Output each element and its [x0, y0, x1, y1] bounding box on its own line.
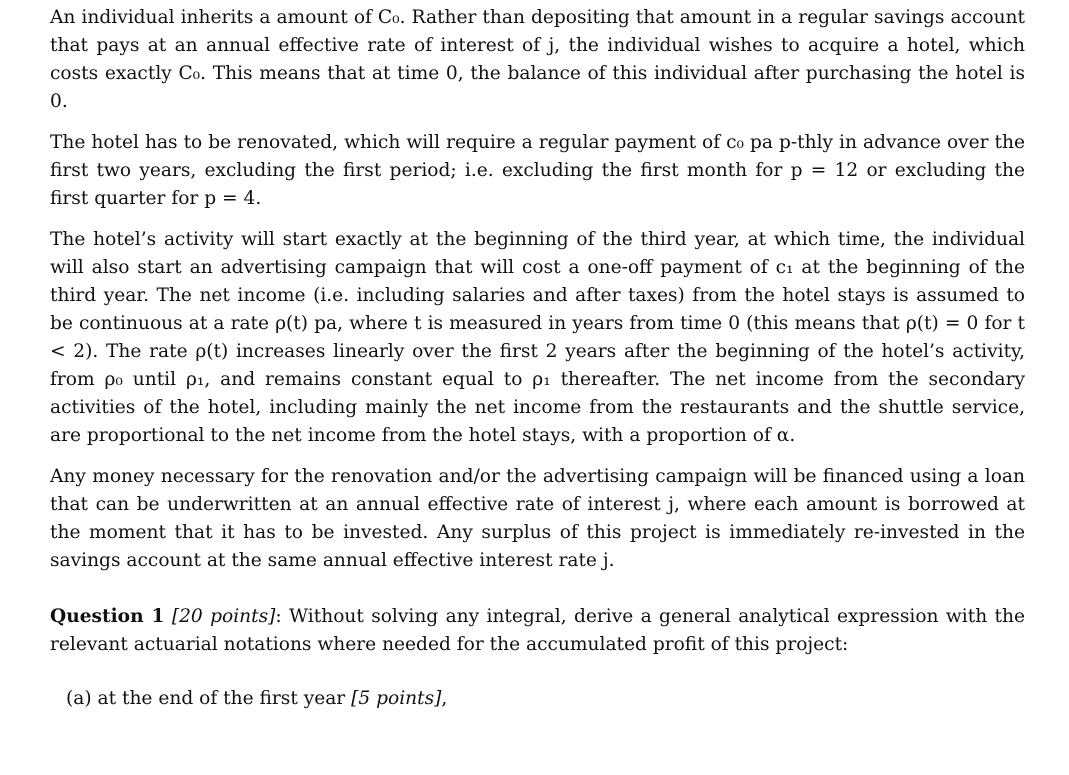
sub-item-points: [5 points]: [351, 688, 442, 709]
question-text: : Without solving any integral, derive a general analytical expression with the relevant actuarial notations where needed for the accumulated profit of this project:: [50, 606, 1025, 655]
question-1: [50, 603, 1025, 659]
paragraph-renovation: The hotel has to be renovated, which will require a regular payment of c₀ pa p-thly in advance over the first two years, excluding the first period; i.e. excluding the first month for p = 12 or excluding the first quarter for p = 4.: [50, 132, 1025, 209]
sub-item-trail: ,: [441, 688, 448, 709]
paragraph-financing: Any money necessary for the renovation and/or the advertising campaign will be financed using a loan that can be underwritten at an annual effective rate of interest j, where each amount is borrowed at the moment that it has to be invested. Any surplus of this project is immediately re-invested in the savings account at the same annual effective interest rate j.: [50, 466, 1025, 571]
paragraph-inheritance: An individual inherits a amount of C₀. Rather than depositing that amount in a regular savings account that pays at an annual effective rate of interest of j, the individual wishes to acquire a hotel, which costs exactly C₀. This means that at time 0, the balance of this individual after purchasing the hotel is 0.: [50, 7, 1025, 112]
question-1a: [66, 685, 1025, 713]
sub-item-marker: (a): [66, 688, 92, 709]
paragraph-hotel-activity: The hotel’s activity will start exactly at the beginning of the third year, at which time, the individual will also start an advertising campaign that will cost a one-off payment of c₁ at the beginning of the third year. The net income (i.e. including salaries and after taxes) from the hotel stays is assumed to be continuous at a rate ρ(t) pa, where t is measured in years from time 0 (this means that ρ(t) = 0 for t < 2). The rate ρ(t) increases linearly over the first 2 years after the beginning of the hotel’s activity, from ρ₀ until ρ₁, and remains constant equal to ρ₁ thereafter. The net income from the secondary activities of the hotel, including mainly the net income from the restaurants and the shuttle service, are proportional to the net income from the hotel stays, with a proportion of α.: [50, 229, 1025, 446]
sub-item-text: at the end of the first year: [97, 688, 346, 709]
question-points: [20 points]: [171, 606, 276, 627]
question-label: Question 1: [50, 606, 165, 627]
